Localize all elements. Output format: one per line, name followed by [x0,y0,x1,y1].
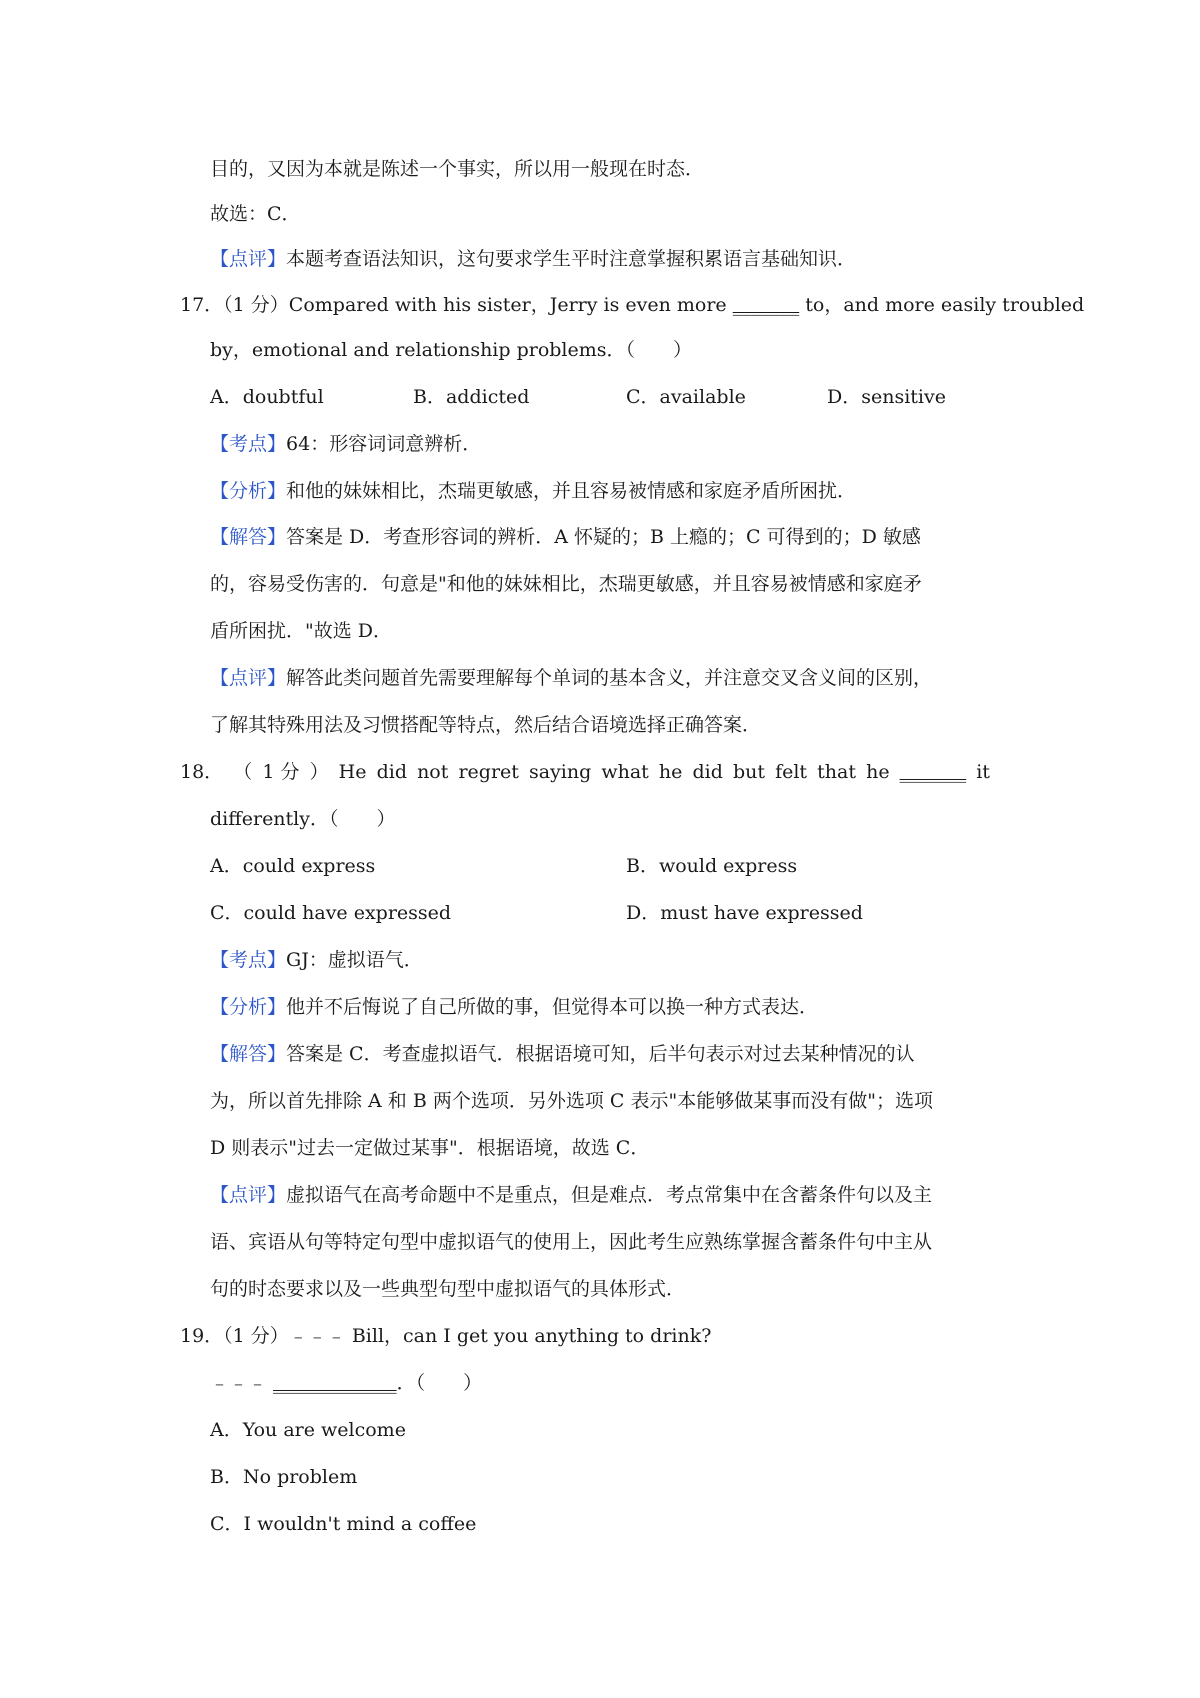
question-19-reply [210,1368,1200,1398]
option-d: D．sensitive [827,386,946,408]
comment-tag: 【点评】 [210,248,287,270]
question-17-stem-cont: by，emotional and relationship problems．（ ） [210,339,693,361]
option-a: A．could express [210,855,376,877]
jieda-line-cont: 为，所以首先排除 A 和 B 两个选项．另外选项 C 表示"本能够做某事而没有做"；选项 [210,1090,933,1112]
dianping-line [210,663,1200,693]
answer-blank: _______ [899,761,967,783]
dianping-line-cont: 句的时态要求以及一些典型句型中虚拟语气的具体形式． [210,1278,686,1300]
dianping-tag: 【点评】 [210,1184,287,1206]
stem-word: he [866,761,890,783]
fenxi-text: 和他的妹妹相比，杰瑞更敏感，并且容易被情感和家庭矛盾所困扰． [286,480,857,502]
stem-word: felt [775,761,808,783]
kaodian-line [210,429,1200,459]
stem-word: that [817,761,856,783]
stem-text: 17．（1 分）Compared with his sister，Jerry is even more [180,294,727,316]
stem-word: He [338,761,367,783]
kaodian-text: 64：形容词词意辨析． [286,433,482,455]
kaodian-text: GJ：虚拟语气． [286,949,423,971]
dianping-tag: 【点评】 [210,667,287,689]
stem-word: did [376,761,407,783]
option-b: B．would express [626,855,798,877]
question-17-stem [180,290,1200,320]
kaodian-line [210,945,1200,975]
stem-word: he [658,761,683,783]
question-18-stem [180,757,990,787]
stem-text: to，and more easily troubled [805,294,1085,316]
stem-text: ．（ ） [396,1372,483,1394]
option-a: A．doubtful [210,386,324,408]
jieda-line-cont: D 则表示"过去一定做过某事"．根据语境，故选 C． [210,1137,650,1159]
text-line: 故选：C． [210,203,301,225]
fenxi-line [210,992,1200,1022]
fenxi-tag: 【分析】 [210,996,287,1018]
question-19-stem: 19．（1 分）﹣﹣﹣ Bill，can I get you anything to drink? [180,1325,712,1347]
stem-word: what [601,761,649,783]
option-d: D．must have expressed [626,902,863,924]
kaodian-tag: 【考点】 [210,433,287,455]
option-c: C．I wouldn't mind a coffee [210,1513,477,1535]
jieda-line-cont: 盾所困扰．"故选 D． [210,620,393,642]
option-b: B．No problem [210,1466,358,1488]
option-b: B．addicted [413,386,530,408]
stem-word: it [976,761,990,783]
fenxi-tag: 【分析】 [210,480,287,502]
fenxi-line [210,476,1200,506]
stem-word: not [417,761,449,783]
answer-blank: _____________ [273,1372,397,1394]
kaodian-tag: 【考点】 [210,949,287,971]
dianping-text: 解答此类问题首先需要理解每个单词的基本含义，并注意交叉含义间的区别， [286,667,933,689]
option-a: A．You are welcome [210,1419,406,1441]
question-18-stem-cont: differently．（ ） [210,808,396,830]
jieda-tag: 【解答】 [210,526,287,548]
answer-blank: _______ [732,294,800,316]
jieda-line [210,522,1200,552]
option-c: C．could have expressed [210,902,452,924]
comment-text: 本题考查语法知识，这句要求学生平时注意掌握积累语言基础知识． [286,248,857,270]
jieda-line-cont: 的，容易受伤害的．句意是"和他的妹妹相比，杰瑞更敏感，并且容易被情感和家庭矛 [210,573,922,595]
jieda-tag: 【解答】 [210,1043,287,1065]
jieda-text: 答案是 C．考查虚拟语气．根据语境可知，后半句表示对过去某种情况的认 [286,1043,915,1065]
jieda-text: 答案是 D．考查形容词的辨析．A 怀疑的；B 上瘾的；C 可得到的；D 敏感 [286,526,921,548]
fenxi-text: 他并不后悔说了自己所做的事，但觉得本可以换一种方式表达． [286,996,819,1018]
dianping-line-cont: 了解其特殊用法及习惯搭配等特点，然后结合语境选择正确答案． [210,714,762,736]
stem-word: but [732,761,765,783]
stem-word: 18． [180,761,224,783]
dianping-line-cont: 语、宾语从句等特定句型中虚拟语气的使用上，因此考生应熟练掌握含蓄条件句中主从 [210,1231,933,1253]
stem-word: did [692,761,723,783]
stem-word: ） [309,761,329,783]
text-line: 目的，又因为本就是陈述一个事实，所以用一般现在时态． [210,158,705,180]
stem-word: saying [528,761,592,783]
stem-word: regret [458,761,519,783]
dash-marker: ﹣﹣﹣ [210,1372,268,1394]
jieda-line [210,1039,1200,1069]
dianping-text: 虚拟语气在高考命题中不是重点，但是难点．考点常集中在含蓄条件句以及主 [286,1184,933,1206]
stem-word: （ [233,761,253,783]
stem-word: 1 分 [262,761,300,783]
dianping-line [210,1180,1200,1210]
comment-line [210,244,1200,274]
option-c: C．available [626,386,746,408]
